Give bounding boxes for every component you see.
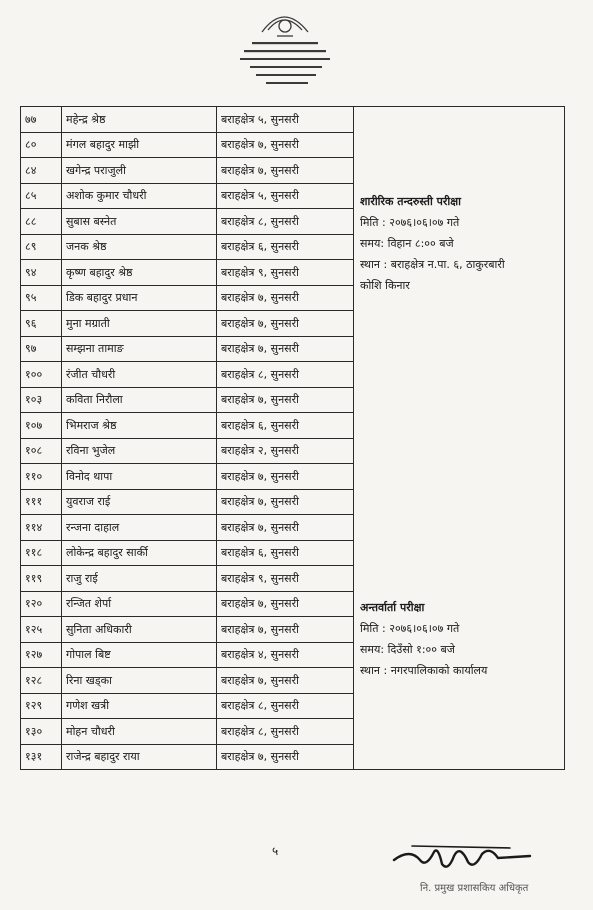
candidate-address: बराहक्षेत्र ८, सुनसरी [217, 693, 354, 719]
candidate-address: बराहक्षेत्र ७, सुनसरी [217, 617, 354, 643]
candidate-name: गोपाल बिष्ट [62, 642, 217, 668]
exam-schedule-cell [354, 107, 565, 770]
officer-signature [390, 838, 540, 878]
candidate-name: सुबास बस्नेत [62, 209, 217, 235]
candidate-address: बराहक्षेत्र ७, सुनसरी [217, 285, 354, 311]
candidate-address: बराहक्षेत्र ४, सुनसरी [217, 642, 354, 668]
serial-number: ८० [21, 132, 62, 158]
serial-number: १०० [21, 362, 62, 388]
serial-number: ९६ [21, 311, 62, 337]
serial-number: १०८ [21, 438, 62, 464]
physical-exam-date: मिति : २०७६।०६।०७ गते [360, 216, 460, 229]
candidate-name: मोहन चौधरी [62, 719, 217, 745]
candidate-name: महेन्द्र श्रेष्ठ [62, 107, 217, 133]
candidate-name: रविना भुजेल [62, 438, 217, 464]
interview-time: समय: दिउँसो १:०० बजे [360, 643, 455, 656]
serial-number: १२८ [21, 668, 62, 694]
candidate-name: भिमराज श्रेष्ठ [62, 413, 217, 439]
candidate-name: अशोक कुमार चौधरी [62, 183, 217, 209]
candidate-name: विनोद थापा [62, 464, 217, 490]
serial-number: ९५ [21, 285, 62, 311]
candidate-name: राजु राई [62, 566, 217, 592]
serial-number: १०७ [21, 413, 62, 439]
physical-exam-venue-cont: कोशि किनार [360, 279, 410, 292]
candidate-name: युवराज राई [62, 489, 217, 515]
serial-number: १११ [21, 489, 62, 515]
candidate-address: बराहक्षेत्र ६, सुनसरी [217, 413, 354, 439]
candidate-address: बराहक्षेत्र ९, सुनसरी [217, 566, 354, 592]
candidate-name: सुनिता अधिकारी [62, 617, 217, 643]
serial-number: १३१ [21, 744, 62, 770]
serial-number: ८५ [21, 183, 62, 209]
candidate-table-body [21, 107, 565, 770]
candidate-name: रन्जना दाहाल [62, 515, 217, 541]
candidate-name: गणेश खत्री [62, 693, 217, 719]
candidate-address: बराहक्षेत्र ८, सुनसरी [217, 362, 354, 388]
candidate-address: बराहक्षेत्र ७, सुनसरी [217, 591, 354, 617]
candidate-name: कृष्ण बहादुर श्रेष्ठ [62, 260, 217, 286]
candidate-name: खगेन्द्र पराजुली [62, 158, 217, 184]
candidate-address: बराहक्षेत्र ७, सुनसरी [217, 668, 354, 694]
candidate-name: लोकेन्द्र बहादुर सार्की [62, 540, 217, 566]
candidate-address: बराहक्षेत्र २, सुनसरी [217, 438, 354, 464]
candidate-address: बराहक्षेत्र ५, सुनसरी [217, 183, 354, 209]
interview-date: मिति : २०७६।०६।०७ गते [360, 622, 460, 635]
physical-exam-heading: शारीरिक तन्दरुस्ती परीक्षा [360, 195, 461, 208]
serial-number: ११९ [21, 566, 62, 592]
serial-number: ७७ [21, 107, 62, 133]
candidate-name: रिना खड्का [62, 668, 217, 694]
candidate-table [20, 106, 565, 770]
interview-heading: अन्तर्वार्ता परीक्षा [360, 601, 425, 614]
serial-number: १२९ [21, 693, 62, 719]
candidate-address: बराहक्षेत्र ७, सुनसरी [217, 158, 354, 184]
serial-number: ८८ [21, 209, 62, 235]
physical-exam-time: समय: विहान ८:०० बजे [360, 237, 454, 250]
interview-schedule [360, 597, 487, 681]
serial-number: १२५ [21, 617, 62, 643]
serial-number: ८९ [21, 234, 62, 260]
candidate-name: राजेन्द्र बहादुर राया [62, 744, 217, 770]
serial-number: ८४ [21, 158, 62, 184]
candidate-address: बराहक्षेत्र ६, सुनसरी [217, 540, 354, 566]
physical-exam-schedule [360, 191, 505, 296]
candidate-address: बराहक्षेत्र ७, सुनसरी [217, 515, 354, 541]
candidate-address: बराहक्षेत्र ८, सुनसरी [217, 209, 354, 235]
candidate-name: मुना मग्राती [62, 311, 217, 337]
serial-number: १०३ [21, 387, 62, 413]
serial-number: ११४ [21, 515, 62, 541]
candidate-name: डिक बहादुर प्रधान [62, 285, 217, 311]
candidate-address: बराहक्षेत्र ७, सुनसरी [217, 336, 354, 362]
candidate-address: बराहक्षेत्र ७, सुनसरी [217, 464, 354, 490]
candidate-address: बराहक्षेत्र ७, सुनसरी [217, 387, 354, 413]
serial-number: १३० [21, 719, 62, 745]
candidate-name: रंजीत चौधरी [62, 362, 217, 388]
candidate-name: रन्जित शेर्पा [62, 591, 217, 617]
table-row [21, 107, 565, 133]
candidate-address: बराहक्षेत्र ७, सुनसरी [217, 744, 354, 770]
serial-number: ९४ [21, 260, 62, 286]
candidate-address: बराहक्षेत्र ७, सुनसरी [217, 489, 354, 515]
serial-number: १२७ [21, 642, 62, 668]
candidate-address: बराहक्षेत्र ७, सुनसरी [217, 132, 354, 158]
municipality-seal [222, 2, 347, 94]
page-number: ५ [272, 844, 279, 858]
candidate-address: बराहक्षेत्र ६, सुनसरी [217, 234, 354, 260]
candidate-address: बराहक्षेत्र ९, सुनसरी [217, 260, 354, 286]
serial-number: १२० [21, 591, 62, 617]
serial-number: ९७ [21, 336, 62, 362]
candidate-address: बराहक्षेत्र ८, सुनसरी [217, 719, 354, 745]
candidate-name: जनक श्रेष्ठ [62, 234, 217, 260]
candidate-name: कविता निरौला [62, 387, 217, 413]
candidate-name: मंगल बहादुर माझी [62, 132, 217, 158]
officer-title: नि. प्रमुख प्रशासकिय अधिकृत [420, 883, 529, 894]
candidate-address: बराहक्षेत्र ७, सुनसरी [217, 311, 354, 337]
serial-number: ११८ [21, 540, 62, 566]
candidate-name: सम्झना तामाङ [62, 336, 217, 362]
candidate-address: बराहक्षेत्र ५, सुनसरी [217, 107, 354, 133]
serial-number: ११० [21, 464, 62, 490]
physical-exam-venue: स्थान : बराहक्षेत्र न.पा. ६, ठाकुरबारी [360, 258, 505, 271]
interview-venue: स्थान : नगरपालिकाको कार्यालय [360, 664, 488, 677]
